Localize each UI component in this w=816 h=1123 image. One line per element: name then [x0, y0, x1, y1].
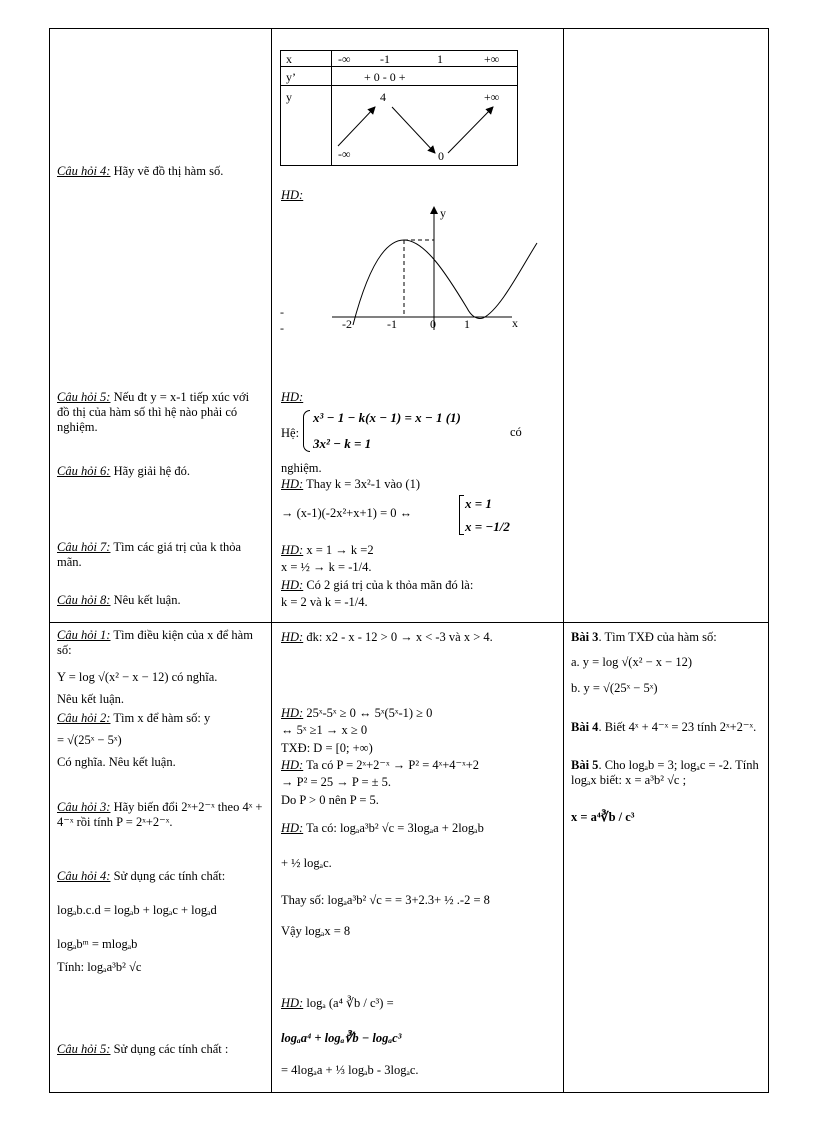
r2-prop-1: logₐb.c.d = logₐb + logₐc + logₐd — [57, 903, 217, 917]
r2-question-5: Câu hỏi 5: Sử dụng các tính chất : — [57, 1042, 229, 1056]
hd-label-graph: HD: — [281, 188, 304, 202]
r2-hd-4: HD: Ta có: logₐa³b² √c = 3logₐa + 2logₐb — [281, 821, 484, 835]
r2-hd-4-l4: Vậy logₐx = 8 — [281, 924, 351, 938]
solution-2: x = −1/2 — [465, 519, 510, 534]
r2-prop-3: Tính: logₐa³b² √c — [57, 960, 142, 974]
r2-question-2: Câu hỏi 2: Tìm x để hàm số: y — [57, 711, 211, 725]
r2-hd-4-l2: + ½ logₐc. — [281, 856, 332, 870]
bai-5: Bài 5. Cho logₐb = 3; logₐc = -2. Tính logₐx biết: x = a³b² √c ; — [571, 758, 759, 787]
vt-y-neg-inf: -∞ — [338, 147, 351, 161]
solution-bracket — [459, 495, 464, 535]
vt-arrow-up-1 — [338, 107, 375, 146]
y-axis-label: y — [440, 206, 446, 220]
r2-hd-3-l2: → P² = 25 → P = ± 5. — [281, 775, 392, 789]
vt-arrow-up-2 — [448, 107, 493, 153]
table-border-right — [768, 28, 769, 1093]
system-co: có — [510, 425, 522, 439]
r2-hd-3-l3: Do P > 0 nên P = 5. — [281, 793, 379, 807]
r2-question-3: Câu hỏi 3: Hãy biến đổi 2ˣ+2⁻ˣ theo 4ˣ + 4⁻ˣ rồi tính P = 2ˣ+2⁻ˣ. — [57, 800, 263, 829]
r2-hd-5-l2: logₐa⁴ + logₐ∛b − logₐc³ — [281, 1031, 402, 1045]
vt-y-pos-inf: +∞ — [484, 90, 500, 104]
bai-3: Bài 3. Tìm TXĐ của hàm số: — [571, 630, 717, 644]
question-7: Câu hỏi 7: Tìm các giá trị của k thỏa mãn. — [57, 540, 242, 569]
question-5: Câu hỏi 5: Nếu đt y = x-1 tiếp xúc với đồ thị của hàm số thì hệ nào phải có nghiệm. — [57, 390, 250, 434]
vt-y-label: y — [286, 90, 292, 104]
x-axis-label: x — [512, 316, 518, 330]
tick-minus1: -1 — [387, 317, 397, 331]
hd-conclusion: HD: Có 2 giá trị của k thỏa mãn đó là: — [281, 578, 474, 592]
vt-x-minus1: -1 — [380, 52, 390, 66]
tick-minus2: -2 — [342, 317, 352, 331]
hd-substitute: HD: Thay k = 3x²-1 vào (1) — [281, 477, 421, 491]
r2-q1-tail: Nêu kết luận. — [57, 692, 124, 706]
tick-1: 1 — [464, 317, 470, 331]
vt-y-max: 4 — [380, 90, 386, 104]
r2-hd-1: HD: đk: x2 - x - 12 > 0 → x < -3 và x > 4. — [281, 630, 493, 644]
r2-hd-4-l3: Thay số: logₐa³b² √c = = 3+2.3+ ½ .-2 = 8 — [281, 893, 490, 907]
vt-yp-signs: + 0 - 0 + — [364, 70, 406, 84]
r2-hd-2-l3: TXĐ: D = [0; +∞) — [281, 741, 373, 755]
table-border-left — [49, 28, 50, 1093]
table-row-divider — [49, 622, 769, 623]
vt-y-min: 0 — [438, 149, 444, 163]
stray-dash-2: - — [280, 321, 284, 335]
table-col-divider-2 — [563, 28, 564, 1093]
stray-dash-1: - — [280, 305, 284, 319]
r2-q1-func: Y = log √(x² − x − 12) có nghĩa. — [57, 670, 218, 684]
vt-x-label: x — [286, 52, 292, 66]
question-8: Câu hỏi 8: Nêu kết luận. — [57, 593, 181, 607]
r2-hd-5: HD: logₐ (a⁴ ∛b / c³) = — [281, 996, 394, 1010]
vt-x-pos-inf: +∞ — [484, 52, 500, 66]
r2-question-1: Câu hỏi 1: Tìm điều kiện của x để hàm số: — [57, 628, 253, 657]
r2-q2-func: = √(25ˣ − 5ˣ) — [57, 733, 122, 747]
system-he-label: Hệ: — [281, 426, 300, 440]
vt-x-1: 1 — [437, 52, 443, 66]
system-brace — [303, 410, 310, 452]
vt-yp-label: y’ — [286, 70, 296, 84]
solution-1: x = 1 — [465, 496, 492, 511]
hd-k-values-2: x = ½ → k = -1/4. — [281, 560, 372, 574]
tick-0: 0 — [430, 317, 436, 331]
hd-k-values: HD: x = 1 → k =2 — [281, 543, 374, 557]
bai-3-b: b. y = √(25ˣ − 5ˣ) — [571, 681, 658, 695]
r2-q2-tail: Có nghĩa. Nêu kết luận. — [57, 755, 176, 769]
r2-question-4: Câu hỏi 4: Sử dụng các tính chất: — [57, 869, 226, 883]
r2-hd-3: HD: Ta có P = 2ˣ+2⁻ˣ → P² = 4ˣ+4⁻ˣ+2 — [281, 758, 480, 772]
hd-conclusion-2: k = 2 và k = -1/4. — [281, 595, 368, 609]
cubic-curve — [353, 240, 537, 325]
r2-hd-2-l2: ↔ 5ˣ ≥1 → x ≥ 0 — [281, 723, 368, 737]
bai-5-x: x = a⁴∛b / c³ — [571, 810, 635, 824]
system-eq-1: x³ − 1 − k(x − 1) = x − 1 (1) — [313, 410, 461, 425]
r2-hd-2: HD: 25ˣ-5ˣ ≥ 0 ↔ 5ˣ(5ˣ-1) ≥ 0 — [281, 706, 433, 720]
bai-4: Bài 4. Biết 4ˣ + 4⁻ˣ = 23 tính 2ˣ+2⁻ˣ. — [571, 720, 757, 734]
vt-x-neg-inf: -∞ — [338, 52, 351, 66]
table-col-divider-1 — [271, 28, 272, 1093]
vt-arrow-down — [392, 107, 435, 153]
table-border-bottom — [49, 1092, 769, 1093]
question-6: Câu hỏi 6: Hãy giải hệ đó. — [57, 464, 190, 478]
variation-table-frame — [281, 51, 518, 166]
system-eq-2: 3x² − k = 1 — [313, 436, 372, 451]
function-graph — [275, 200, 550, 340]
r2-hd-5-l3: = 4logₐa + ⅓ logₐb - 3logₐc. — [281, 1063, 419, 1077]
question-4: Câu hỏi 4: Hãy vẽ đồ thị hàm số. — [57, 164, 224, 178]
variation-table — [280, 50, 518, 166]
system-nghiem: nghiệm. — [281, 461, 322, 475]
hd-label-system: HD: — [281, 390, 304, 404]
bai-3-a: a. y = log √(x² − x − 12) — [571, 655, 692, 669]
table-border-top — [49, 28, 769, 29]
r2-prop-2: logₐbᵐ = mlogₐb — [57, 937, 138, 951]
solution-line: → (x-1)(-2x²+x+1) = 0 ↔ — [281, 506, 413, 520]
